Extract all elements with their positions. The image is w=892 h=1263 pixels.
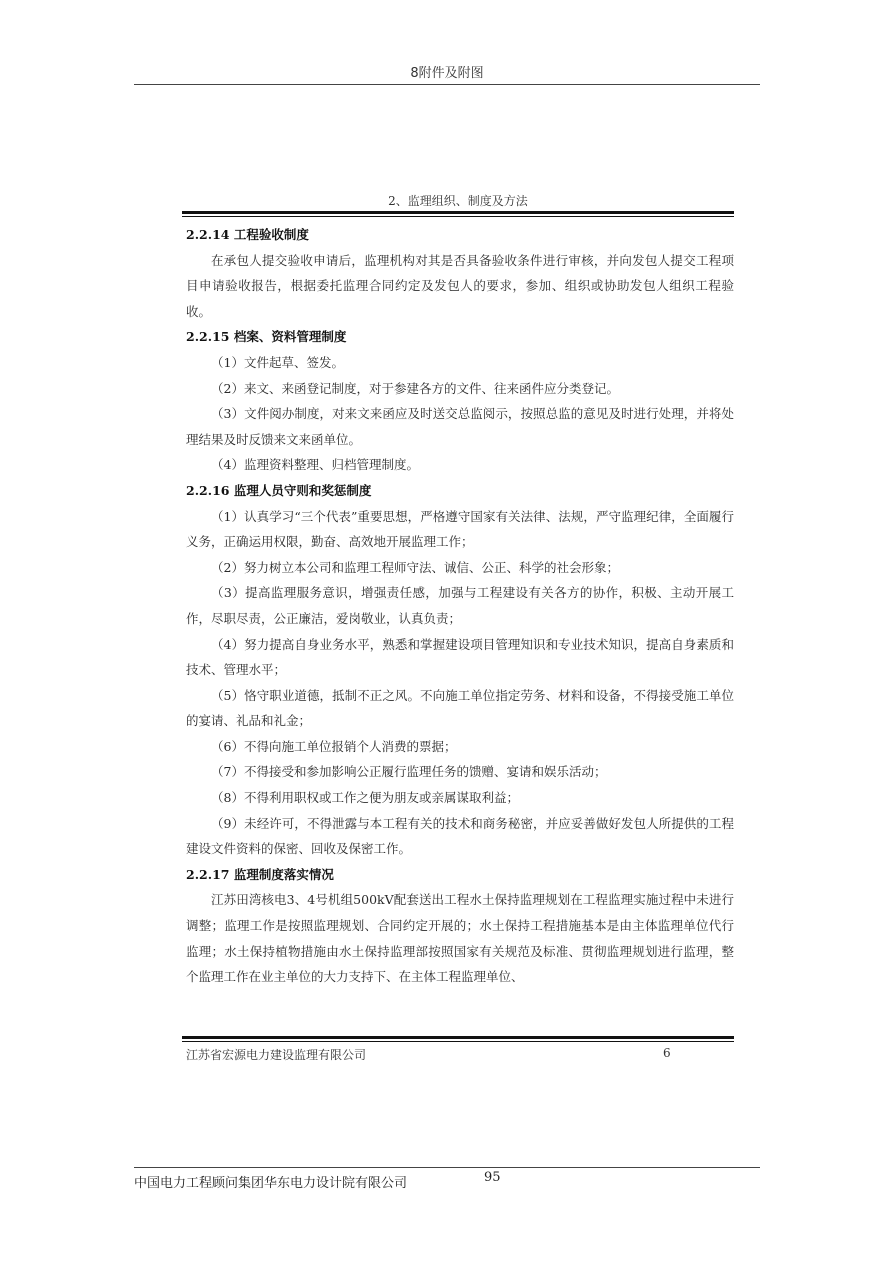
section-heading-2-2-17: 2.2.17 监理制度落实情况 [186, 866, 334, 882]
section-heading-2-2-15: 2.2.15 档案、资料管理制度 [186, 329, 347, 345]
section-paragraph-2-2-17: 江苏田湾核电3、4号机组500kV配套送出工程水土保持监理规划在工程监理实施过程中未进行调整；监理工作是按照监理规划、合同约定开展的；水土保持工程措施基本是由主体监理单位代行监理；水土保持植物措施由水土保持监理部按照国家有关规范及标准、贯彻监理规划进行监理，整个监理工作在业主单位的大力支持下、在主体工程监理单位、 [186, 892, 734, 985]
outer-footer-rule [134, 1167, 760, 1168]
document-body [186, 222, 734, 990]
outer-footer-company: 中国电力工程顾问集团华东电力设计院有限公司 [134, 1176, 408, 1191]
list-item: （4）监理资料整理、归档管理制度。 [211, 457, 419, 473]
list-item: （5）恪守职业道德，抵制不正之风。不向施工单位指定劳务、材料和设备，不得接受施工单位的宴请、礼品和礼金； [186, 687, 734, 729]
list-item: （1）认真学习“三个代表”重要思想，严格遵守国家有关法律、法规，严守监理纪律，全面履行义务，正确运用权限，勤奋、高效地开展监理工作； [186, 508, 734, 550]
list-item: （2）来文、来函登记制度，对于参建各方的文件、往来函件应分类登记。 [211, 380, 619, 396]
outer-footer-page-number: 95 [484, 1170, 501, 1185]
section-paragraph-2-2-14: 在承包人提交验收申请后，监理机构对其是否具备验收条件进行审核，并向发包人提交工程项目申请验收报告，根据委托监理合同约定及发包人的要求，参加、组织或协助发包人组织工程验收。 [186, 252, 734, 319]
header-rule-thin [182, 216, 734, 217]
list-item: （4）努力提高自身业务水平，熟悉和掌握建设项目管理知识和专业技术知识，提高自身素质和技术、管理水平； [186, 636, 734, 678]
footer-rule-thin [182, 1041, 734, 1042]
list-item: （3）提高监理服务意识，增强责任感，加强与工程建设有关各方的协作，积极、主动开展工作，尽职尽责，公正廉洁，爱岗敬业，认真负责； [186, 585, 734, 626]
list-item: （3）文件阅办制度，对来文来函应及时送交总监阅示，按照总监的意见及时进行处理，并将处理结果及时反馈来文来函单位。 [186, 406, 734, 447]
list-item: （8）不得利用职权或工作之便为朋友或亲属谋取利益； [211, 790, 519, 806]
list-item: （9）未经许可，不得泄露与本工程有关的技术和商务秘密，并应妥善做好发包人所提供的工程建设文件资料的保密、回收及保密工作。 [186, 815, 734, 857]
outer-page-header: 8附件及附图 [134, 62, 760, 85]
inner-page-header: 2、监理组织、制度及方法 [388, 194, 528, 208]
list-item: （7）不得接受和参加影响公正履行监理任务的馈赠、宴请和娱乐活动； [211, 764, 607, 780]
inner-footer-page-number: 6 [663, 1046, 671, 1060]
list-item: （2）努力树立本公司和监理工程师守法、诚信、公正、科学的社会形象； [211, 559, 619, 575]
header-rule-thick [182, 211, 734, 214]
section-heading-2-2-16: 2.2.16 监理人员守则和奖惩制度 [186, 482, 372, 498]
list-item: （1）文件起草、签发。 [211, 354, 344, 370]
list-item: （6）不得向施工单位报销个人消费的票据； [211, 738, 457, 754]
inner-footer-company: 江苏省宏源电力建设监理有限公司 [186, 1048, 367, 1062]
footer-rule-thick [182, 1036, 734, 1039]
section-heading-2-2-14: 2.2.14 工程验收制度 [186, 227, 309, 242]
